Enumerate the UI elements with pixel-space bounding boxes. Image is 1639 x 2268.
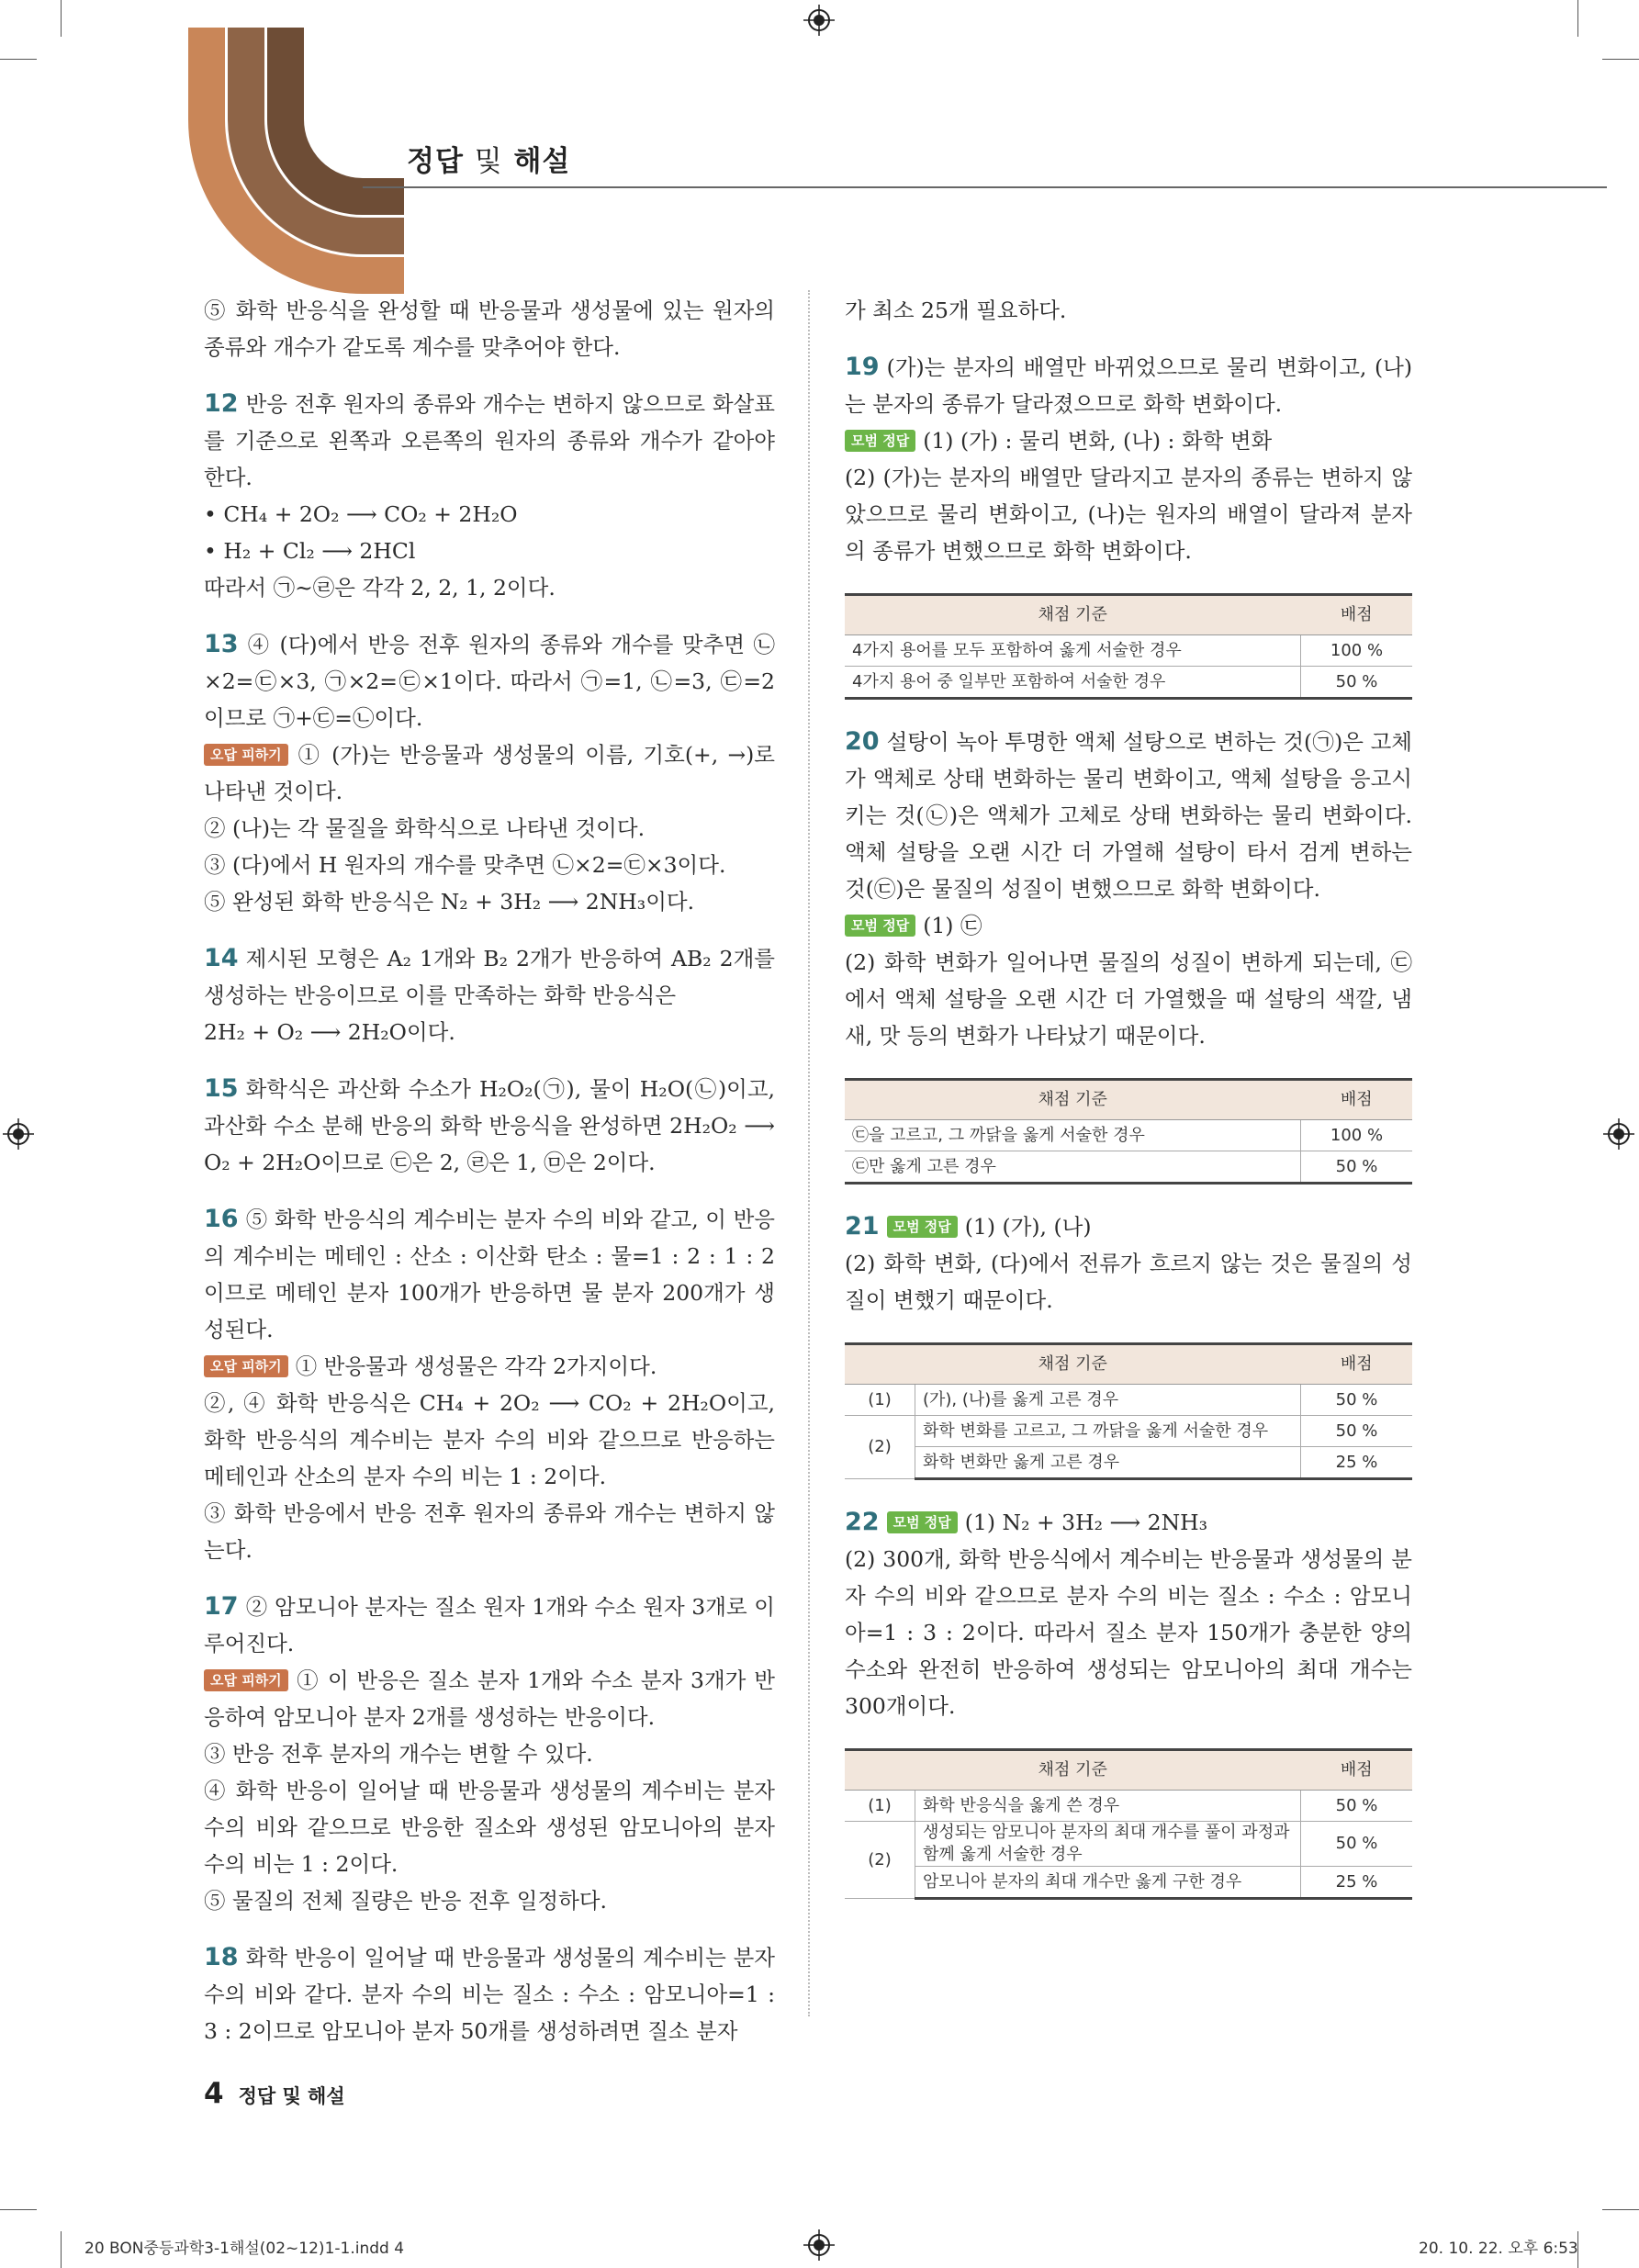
question-19: 19 (가)는 분자의 배열만 바뀌었으므로 물리 변화이고, (나)는 분자의 종류가 달라졌으므로 화학 변화이다. 모범 정답 (1) (가) : 물리 변화, (나) : 화학 변화 (2) (가)는 분자의 배열만 달라지고 분자의 종류는 변하지 않았으므로 물리 변화이고, (나)는 원자의 배열이 달라져 분자의 종류가 변했으므로 화학 변화이다. 채점 기준 배점 4가지 용어를 모두 포함하여 옳게 서술한 경우 100 % 4가지 용어 중 일부만 포함하여 서술한 경우 50 % (845, 349, 1412, 700)
question-15: 15 화학식은 과산화 수소가 H₂O₂(㉠), 물이 H₂O(㉡)이고, 과산화 수소 분해 반응의 화학 반응식을 완성하면 2H₂O₂ ⟶ O₂ + 2H₂O이므로 ㉢은 2, ㉣은 1, ㉤은 2이다. (204, 1074, 775, 1175)
scoring-table: 채점 기준 배점 ㉢을 고르고, 그 까닭을 옳게 서술한 경우 100 % ㉢만 옳게 고른 경우 50 % (845, 1078, 1412, 1185)
section-title: 정답 및 해설 (407, 145, 571, 178)
crop-mark (61, 2231, 62, 2268)
question-number: 20 (845, 727, 880, 756)
question-number: 18 (204, 1943, 239, 1971)
file-slug: 20 BON중등과학3-1해설(02~12)1-1.indd 4 (84, 2240, 405, 2258)
registration-mark-right (1603, 1118, 1634, 1150)
registration-mark-left (3, 1118, 34, 1150)
wrong-answer-tag: 오답 피하기 (204, 744, 288, 766)
registration-mark-bottom (803, 2229, 835, 2261)
equation: 2H₂ + O₂ ⟶ 2H₂O이다. (204, 1019, 455, 1045)
question-number: 19 (845, 353, 880, 381)
print-timestamp: 20. 10. 22. 오후 6:53 (1419, 2240, 1578, 2258)
crop-mark (61, 0, 62, 37)
question-12: 12 반응 전후 원자의 종류와 개수는 변하지 않으므로 화살표를 기준으로 왼쪽과 오른쪽의 원자의 종류와 개수가 같아야 한다. • CH₄ + 2O₂ ⟶ CO₂ + 2H₂O • H₂ + Cl₂ ⟶ 2HCl 따라서 ㉠~㉣은 각각 2, 2, 1, 2이다. (204, 389, 775, 601)
header-arc-decoration (0, 0, 1639, 294)
question-18: 18 화학 반응이 일어날 때 반응물과 생성물의 계수비는 분자 수의 비와 같다. 분자 수의 비는 질소 : 수소 : 암모니아=1 : 3 : 2이므로 암모니아 분자 50개를 생성하려면 질소 분자 (204, 1943, 775, 2044)
page-number: 4 (204, 2077, 224, 2110)
right-column (845, 292, 1412, 1924)
scoring-table: 채점 기준 배점 (1) (가), (나)를 옳게 고른 경우 50 % (2) 화학 변화를 고르고, 그 까닭을 옳게 서술한 경우 50 % 화학 변화만 옳게 고른 경우 25 % (845, 1342, 1412, 1480)
model-answer-tag: 모범 정답 (845, 915, 915, 937)
question-number: 16 (204, 1205, 239, 1233)
question-20: 20 설탕이 녹아 투명한 액체 설탕으로 변하는 것(㉠)은 고체가 액체로 상태 변화하는 물리 변화이고, 액체 설탕을 응고시키는 것(㉡)은 액체가 고체로 상태 변화하는 물리 변화이다. 액체 설탕을 오랜 시간 더 가열해 설탕이 타서 검게 변하는 것(㉢)은 물질의 성질이 변했으므로 화학 변화이다. 모범 정답 (1) ㉢ (2) 화학 변화가 일어나면 물질의 성질이 변하게 되는데, ㉢에서 액체 설탕을 오랜 시간 더 가열했을 때 설탕의 색깔, 냄새, 맛 등의 변화가 나타났기 때문이다. 채점 기준 배점 ㉢을 고르고, 그 까닭을 옳게 서술한 경우 100 % ㉢만 옳게 고른 경우 50 % (845, 724, 1412, 1185)
crop-mark (1602, 2209, 1639, 2210)
wrong-answer-tag: 오답 피하기 (204, 1355, 288, 1377)
model-answer-tag: 모범 정답 (845, 430, 915, 452)
q11-tail: ⑤ 화학 반응식을 완성할 때 반응물과 생성물에 있는 원자의 종류와 개수가 같도록 계수를 맞추어야 한다. (204, 298, 775, 360)
question-number: 17 (204, 1592, 239, 1621)
wrong-answer-tag: 오답 피하기 (204, 1669, 288, 1691)
question-17: 17 ② 암모니아 분자는 질소 원자 1개와 수소 원자 3개로 이루어진다. 오답 피하기 ① 이 반응은 질소 분자 1개와 수소 분자 3개가 반응하여 암모니아 분자 2개를 생성하는 반응이다. ③ 반응 전후 분자의 개수는 변할 수 있다. ④ 화학 반응이 일어날 때 반응물과 생성물의 계수비는 분자 수의 비와 같으므로 반응한 질소와 생성된 암모니아의 분자 수의 비는 1 : 2이다. ⑤ 물질의 전체 질량은 반응 전후 일정하다. (204, 1592, 775, 1914)
scoring-table: 채점 기준 배점 4가지 용어를 모두 포함하여 옳게 서술한 경우 100 % 4가지 용어 중 일부만 포함하여 서술한 경우 50 % (845, 593, 1412, 700)
page-label: 정답 및 해설 (238, 2085, 345, 2107)
scoring-table: 채점 기준 배점 (1) 화학 반응식을 옳게 쓴 경우 50 % (2) 생성되는 암모니아 분자의 최대 개수를 풀이 과정과 함께 옳게 서술한 경우 50 % 암모니아 분자의 최대 개수만 옳게 구한 경우 25 % (845, 1748, 1412, 1900)
crop-mark (0, 2209, 37, 2210)
question-number: 13 (204, 630, 239, 658)
column-divider (808, 290, 810, 2016)
question-number: 15 (204, 1074, 239, 1103)
registration-mark-top (803, 5, 835, 36)
crop-mark (1602, 59, 1639, 60)
q18-tail: 가 최소 25개 필요하다. (845, 298, 1067, 323)
question-number: 14 (204, 944, 239, 972)
question-number: 21 (845, 1212, 880, 1241)
question-21: 21 모범 정답 (1) (가), (나) (2) 화학 변화, (다)에서 전류가 흐르지 않는 것은 물질의 성질이 변했기 때문이다. 채점 기준 배점 (1) (가), (나)를 옳게 고른 경우 50 % (2) 화학 변화를 고르고, 그 까닭을 옳게 서술한 경우 50 % 화학 변화만 옳게 고른 경우 25 % (845, 1208, 1412, 1480)
question-16: 16 ⑤ 화학 반응식의 계수비는 분자 수의 비와 같고, 이 반응의 계수비는 메테인 : 산소 : 이산화 탄소 : 물=1 : 2 : 1 : 2이므로 메테인 분자 100개가 반응하면 물 분자 200개가 생성된다. 오답 피하기 ① 반응물과 생성물은 각각 2가지이다. ②, ④ 화학 반응식은 CH₄ + 2O₂ ⟶ CO₂ + 2H₂O이고, 화학 반응식의 계수비는 분자 수의 비와 같으므로 반응하는 메테인과 산소의 분자 수의 비는 1 : 2이다. ③ 화학 반응에서 반응 전후 원자의 종류와 개수는 변하지 않는다. (204, 1205, 775, 1563)
question-number: 22 (845, 1508, 880, 1536)
page-footer (204, 2077, 345, 2110)
question-14: 14 제시된 모형은 A₂ 1개와 B₂ 2개가 반응하여 AB₂ 2개를 생성하는 반응이므로 이를 만족하는 화학 반응식은 2H₂ + O₂ ⟶ 2H₂O이다. (204, 940, 775, 1050)
question-13: 13 ④ (다)에서 반응 전후 원자의 종류와 개수를 맞추면 ㉡×2=㉢×3, ㉠×2=㉢×1이다. 따라서 ㉠=1, ㉡=3, ㉢=2이므로 ㉠+㉢=㉡이다. 오답 피하기 ① (가)는 반응물과 생성물의 이름, 기호(+, →)로 나타낸 것이다. ② (나)는 각 물질을 화학식으로 나타낸 것이다. ③ (다)에서 H 원자의 개수를 맞추면 ㉡×2=㉢×3이다. ⑤ 완성된 화학 반응식은 N₂ + 3H₂ ⟶ 2NH₃이다. (204, 630, 775, 915)
equation: • CH₄ + 2O₂ ⟶ CO₂ + 2H₂O (204, 501, 518, 527)
question-number: 12 (204, 389, 239, 418)
crop-mark (1577, 0, 1578, 37)
left-column (204, 292, 775, 2049)
question-22: 22 모범 정답 (1) N₂ + 3H₂ ⟶ 2NH₃ (2) 300개, 화학 반응식에서 계수비는 반응물과 생성물의 분자 수의 비와 같으므로 분자 수의 비는 질소 : 수소 : 암모니아=1 : 3 : 2이다. 따라서 질소 분자 150개가 충분한 양의 수소와 완전히 반응하여 생성되는 암모니아의 최대 개수는 300개이다. 채점 기준 배점 (1) 화학 반응식을 옳게 쓴 경우 50 % (2) 생성되는 암모니아 분자의 최대 개수를 풀이 과정과 함께 옳게 서술한 경우 50 % 암모니아 분자의 최대 개수만 옳게 구한 경우 25 % (845, 1504, 1412, 1900)
equation: • H₂ + Cl₂ ⟶ 2HCl (204, 538, 416, 564)
model-answer-tag: 모범 정답 (887, 1511, 958, 1533)
crop-mark (0, 59, 37, 60)
model-answer-tag: 모범 정답 (887, 1216, 958, 1238)
